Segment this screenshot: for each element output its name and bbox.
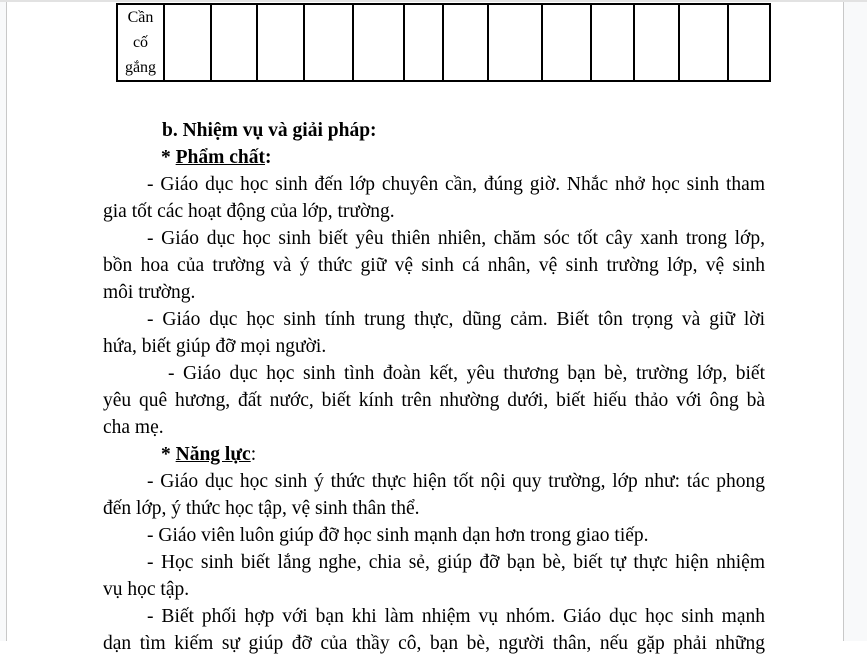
assessment-table <box>116 3 771 82</box>
text-line <box>103 144 765 171</box>
body-text: - Giáo dục học sinh ý thức thực hiện tốt nội quy trường, lớp như: tác phong <box>147 471 765 492</box>
empty-table-cell <box>257 4 304 81</box>
text-line <box>103 333 765 360</box>
paragraph <box>103 549 765 603</box>
text-line <box>103 252 765 279</box>
cell-line: Cần <box>127 9 154 26</box>
paragraph <box>103 441 765 468</box>
body-text: - Giáo viên luôn giúp đỡ học sinh mạnh dạn hơn trong giao tiếp. <box>147 525 649 546</box>
text-line <box>103 495 765 522</box>
text-line <box>103 198 765 225</box>
empty-table-cell <box>164 4 211 81</box>
underlined-heading-text: Năng lực <box>175 444 251 465</box>
paragraph <box>103 225 765 306</box>
bold-text: : <box>265 147 272 168</box>
text-line <box>103 468 765 495</box>
body-text: - Biết phối hợp với bạn khi làm nhiệm vụ nhóm. Giáo dục học sinh mạnh <box>147 606 765 627</box>
paragraph <box>103 360 765 441</box>
cell-line: gắng <box>124 59 157 76</box>
empty-table-cell <box>634 4 679 81</box>
body-text: : <box>250 444 257 465</box>
text-line <box>103 306 765 333</box>
underlined-heading-text: Phẩm chất <box>175 147 265 168</box>
text-line <box>103 387 765 414</box>
assessment-table-wrap <box>116 3 771 82</box>
text-line <box>103 279 765 306</box>
paragraph <box>103 468 765 522</box>
bold-text: b. Nhiệm vụ và giải pháp: <box>162 120 377 141</box>
empty-table-cell <box>404 4 443 81</box>
body-text: - Giáo dục học sinh tính trung thực, dũng cảm. Biết tôn trọng và giữ lời <box>147 309 765 330</box>
paragraph <box>103 144 765 171</box>
text-line <box>103 171 765 198</box>
paragraph <box>103 603 765 657</box>
empty-table-cell <box>353 4 404 81</box>
text-line <box>103 225 765 252</box>
empty-table-cell <box>591 4 634 81</box>
body-text: - Giáo dục học sinh đến lớp chuyên cần, đúng giờ. Nhắc nhở học sinh tham <box>147 174 765 195</box>
table-first-cell <box>117 4 164 81</box>
text-line <box>103 630 765 657</box>
body-text: môi trường. <box>103 282 196 303</box>
text-line <box>103 549 765 576</box>
text-line <box>103 603 765 630</box>
body-text: - Học sinh biết lắng nghe, chia sẻ, giúp đỡ bạn bè, biết tự thực hiện nhiệm <box>147 552 765 573</box>
body-text: dạn tìm kiếm sự giúp đỡ của thầy cô, bạn bè, người thân, nếu gặp phải những <box>103 633 765 654</box>
text-line <box>103 441 765 468</box>
document-page <box>6 0 844 654</box>
empty-table-cell <box>488 4 542 81</box>
body-text: hứa, biết giúp đỡ mọi người. <box>103 336 327 357</box>
text-line <box>103 117 765 144</box>
body-text: vụ học tập. <box>103 579 190 600</box>
empty-table-cell <box>728 4 770 81</box>
bold-text: * <box>161 444 176 465</box>
empty-table-cell <box>443 4 488 81</box>
body-text: gia tốt các hoạt động của lớp, trường. <box>103 201 395 222</box>
empty-table-cell <box>211 4 257 81</box>
text-line <box>103 522 765 549</box>
page-top-edge <box>0 0 867 2</box>
table-row <box>117 4 770 81</box>
body-text: bồn hoa của trường và ý thức giữ vệ sinh cá nhân, vệ sinh trường lớp, vệ sinh <box>103 255 765 276</box>
bold-text: * <box>161 147 176 168</box>
paragraph <box>103 117 765 144</box>
body-text: - Giáo dục học sinh biết yêu thiên nhiên, chăm sóc tốt cây xanh trong lớp, <box>147 228 765 249</box>
cell-line: cố <box>132 34 149 51</box>
text-line <box>103 414 765 441</box>
body-text: yêu quê hương, đất nước, biết kính trên nhường dưới, biết hiếu thảo với ông bà <box>103 390 765 411</box>
text-line <box>103 360 765 387</box>
empty-table-cell <box>542 4 591 81</box>
body-text: cha mẹ. <box>103 417 164 438</box>
body-text: - Giáo dục học sinh tình đoàn kết, yêu thương bạn bè, trường lớp, biết <box>168 363 765 384</box>
body-text: đến lớp, ý thức học tập, vệ sinh thân thể. <box>103 498 420 519</box>
text-block <box>103 117 765 657</box>
paragraph <box>103 306 765 360</box>
text-line <box>103 576 765 603</box>
paragraph <box>103 171 765 225</box>
empty-table-cell <box>679 4 728 81</box>
paragraph <box>103 522 765 549</box>
empty-table-cell <box>304 4 353 81</box>
